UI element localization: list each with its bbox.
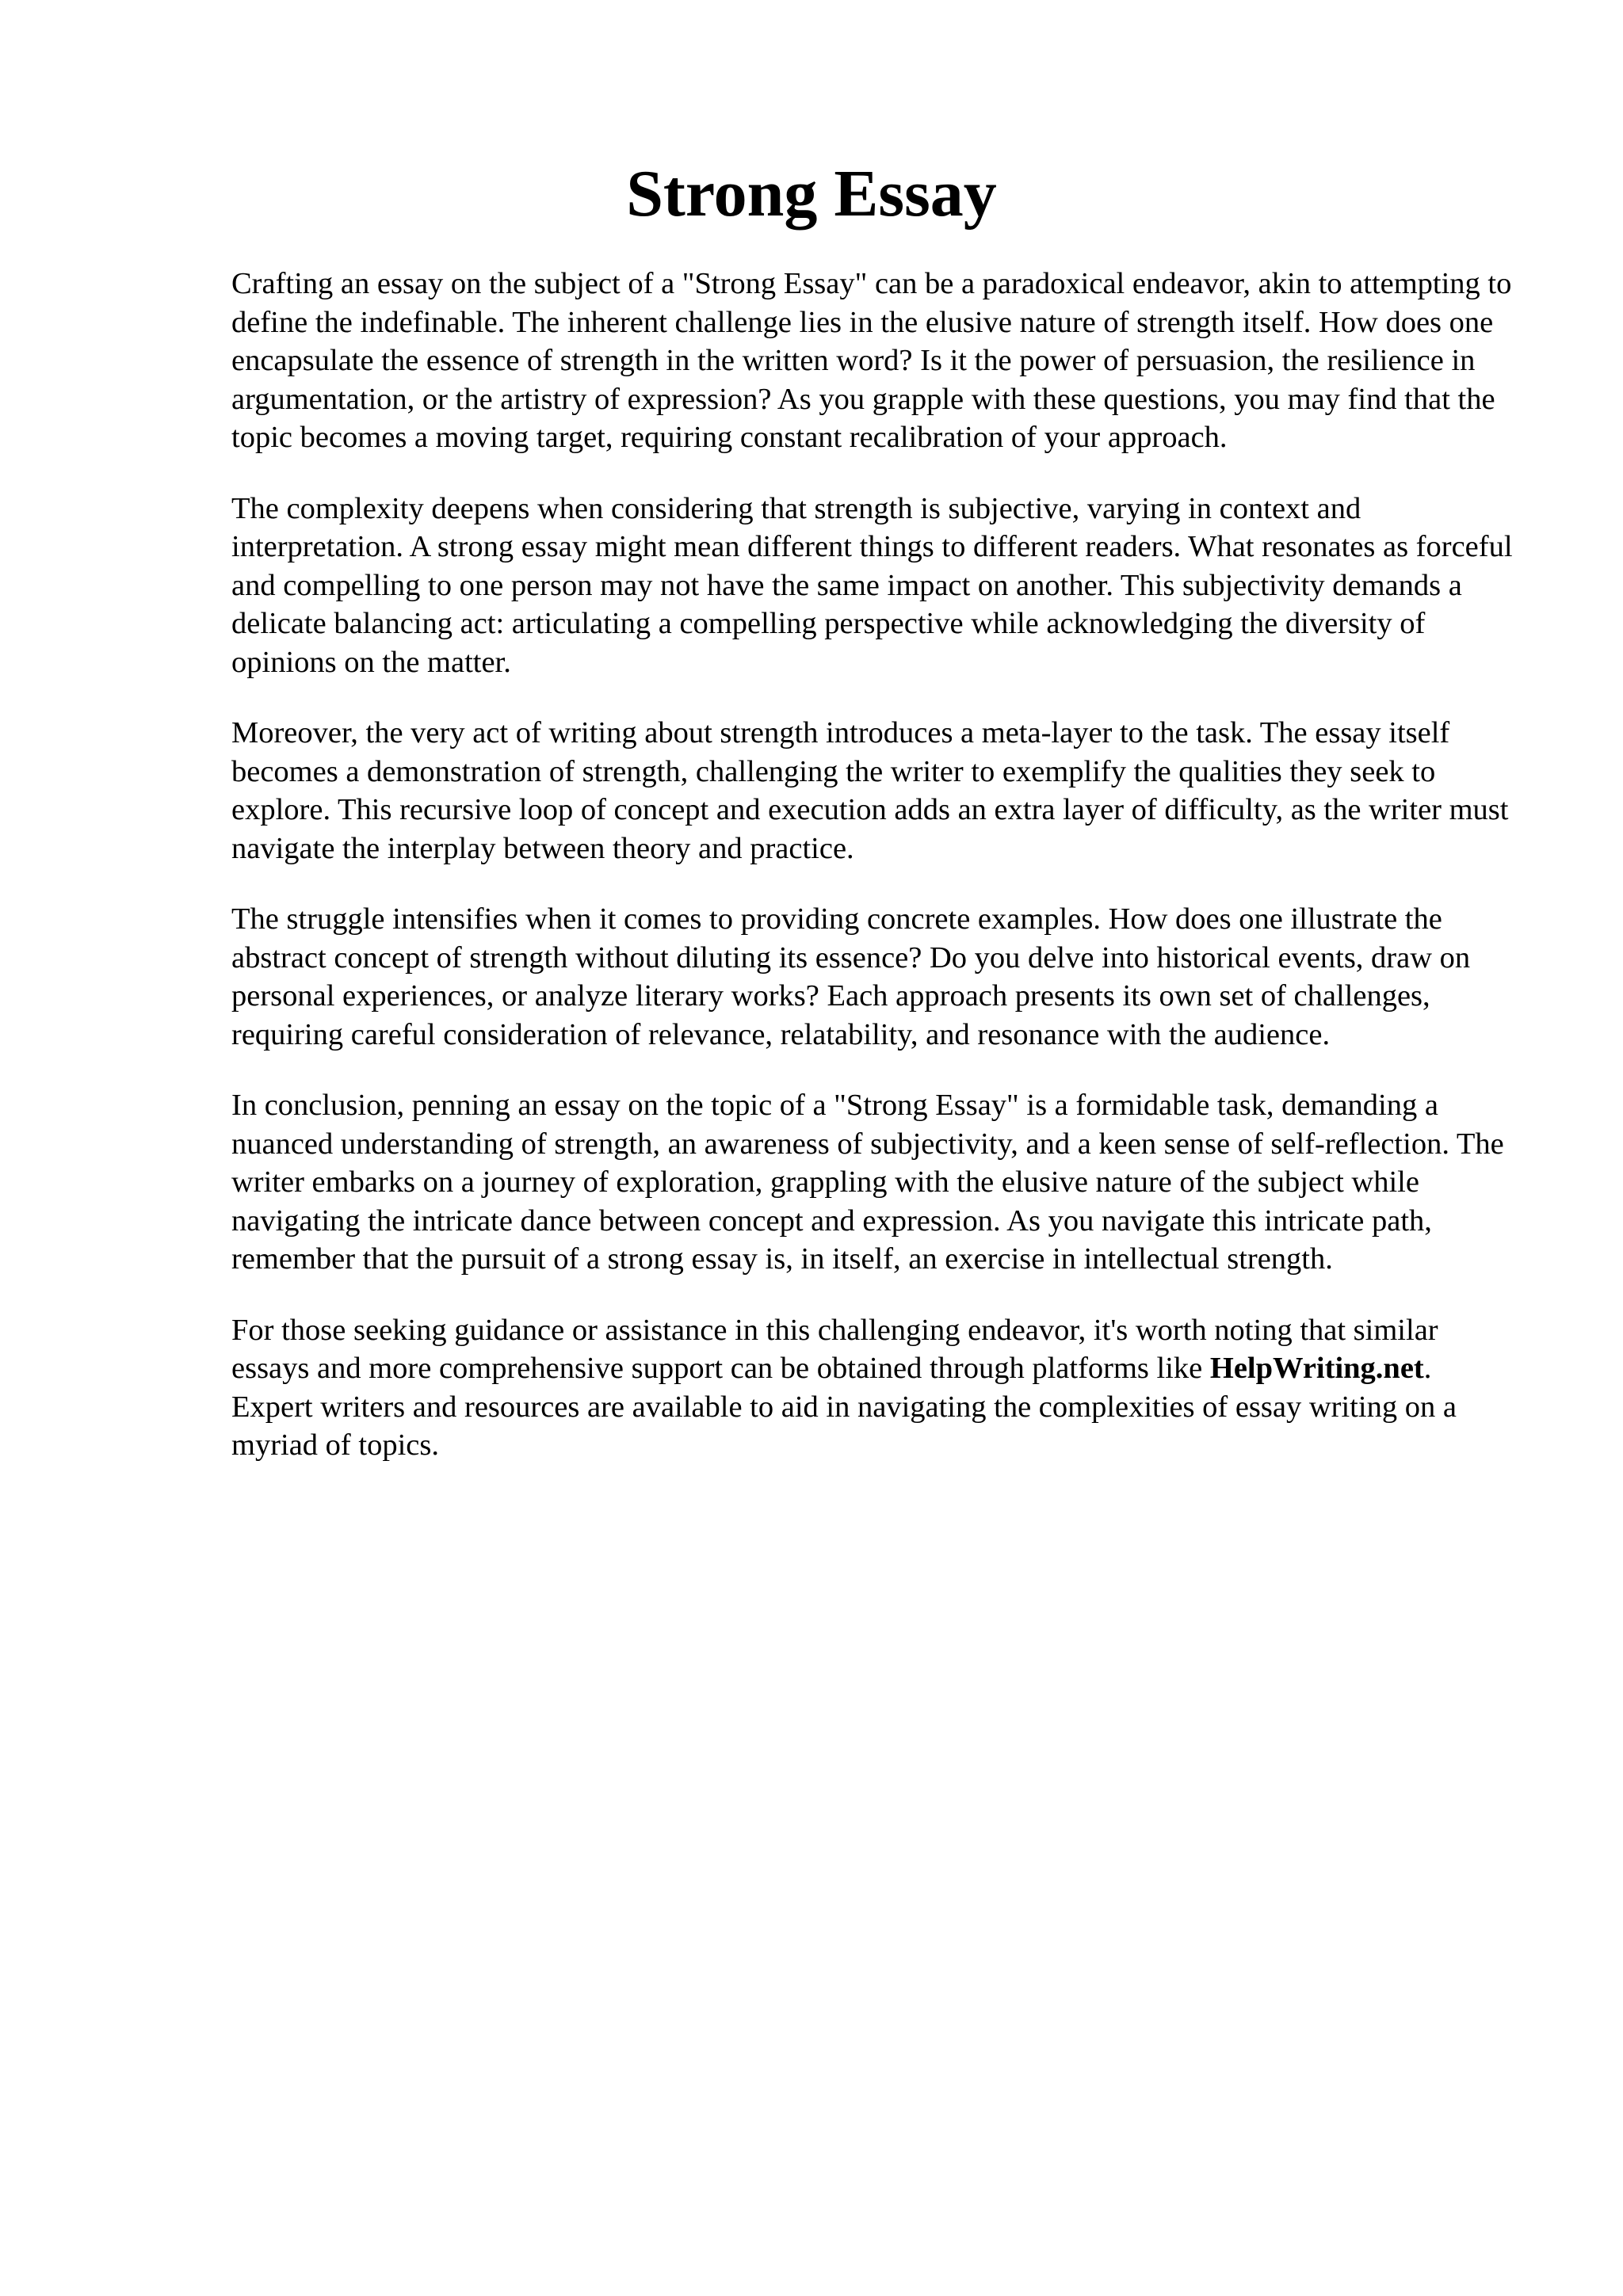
paragraph-2: The complexity deepens when considering that strength is subjective, varying in context and interpretation. A strong essay might mean different things to different readers. What resonates as forceful and compelling to one person may not have the same impact on another. This subjectivity demands a delicate balancing act: articulating a compelling perspective while acknowledging the diversity of opinions on the matter. [231, 491, 1513, 679]
document-title: Strong Essay [626, 157, 997, 231]
closing-paragraph [231, 1311, 1515, 1465]
paragraph-1: Crafting an essay on the subject of a "Strong Essay" can be a paradoxical endeavor, akin to attempting to define the indefinable. The inherent challenge lies in the elusive nature of strength itself. How does one encapsulate the essence of strength in the written word? Is it the power of persuasion, the resilience in argumentation, or the artistry of expression? As you grapple with these questions, you may find that the topic becomes a moving target, requiring constant recalibration of your approach. [231, 267, 1512, 454]
paragraph-3: Moreover, the very act of writing about strength introduces a meta-layer to the task. The essay itself becomes a demonstration of strength, challenging the writer to exemplify the qualities they seek to explore. This recursive loop of concept and execution adds an extra layer of difficulty, as the writer must navigate the interplay between theory and practice. [231, 716, 1509, 865]
helpwriting-link[interactable]: HelpWriting.net [1209, 1352, 1424, 1385]
closing-text-after: . Expert writers and resources are available to aid in navigating the complexities of essay writing on a myriad of topics. [231, 1352, 1457, 1462]
paragraph-4: The struggle intensifies when it comes to providing concrete examples. How does one illustrate the abstract concept of strength without diluting its essence? Do you delve into historical events, draw on personal experiences, or analyze literary works? Each approach presents its own set of challenges, requiring careful consideration of relevance, relatability, and resonance with the audience. [231, 902, 1471, 1051]
document-body [231, 265, 1515, 1497]
closing-text-before: For those seeking guidance or assistance in this challenging endeavor, it's worth noting that similar essays and more comprehensive support can be obtained through platforms like [231, 1313, 1438, 1385]
paragraph-5: In conclusion, penning an essay on the topic of a "Strong Essay" is a formidable task, demanding a nuanced understanding of strength, an awareness of subjectivity, and a keen sense of self-reflection. The writer embarks on a journey of exploration, grappling with the elusive nature of the subject while navigating the intricate dance between concept and expression. As you navigate this intricate path, remember that the pursuit of a strong essay is, in itself, an exercise in intellectual strength. [231, 1089, 1504, 1276]
